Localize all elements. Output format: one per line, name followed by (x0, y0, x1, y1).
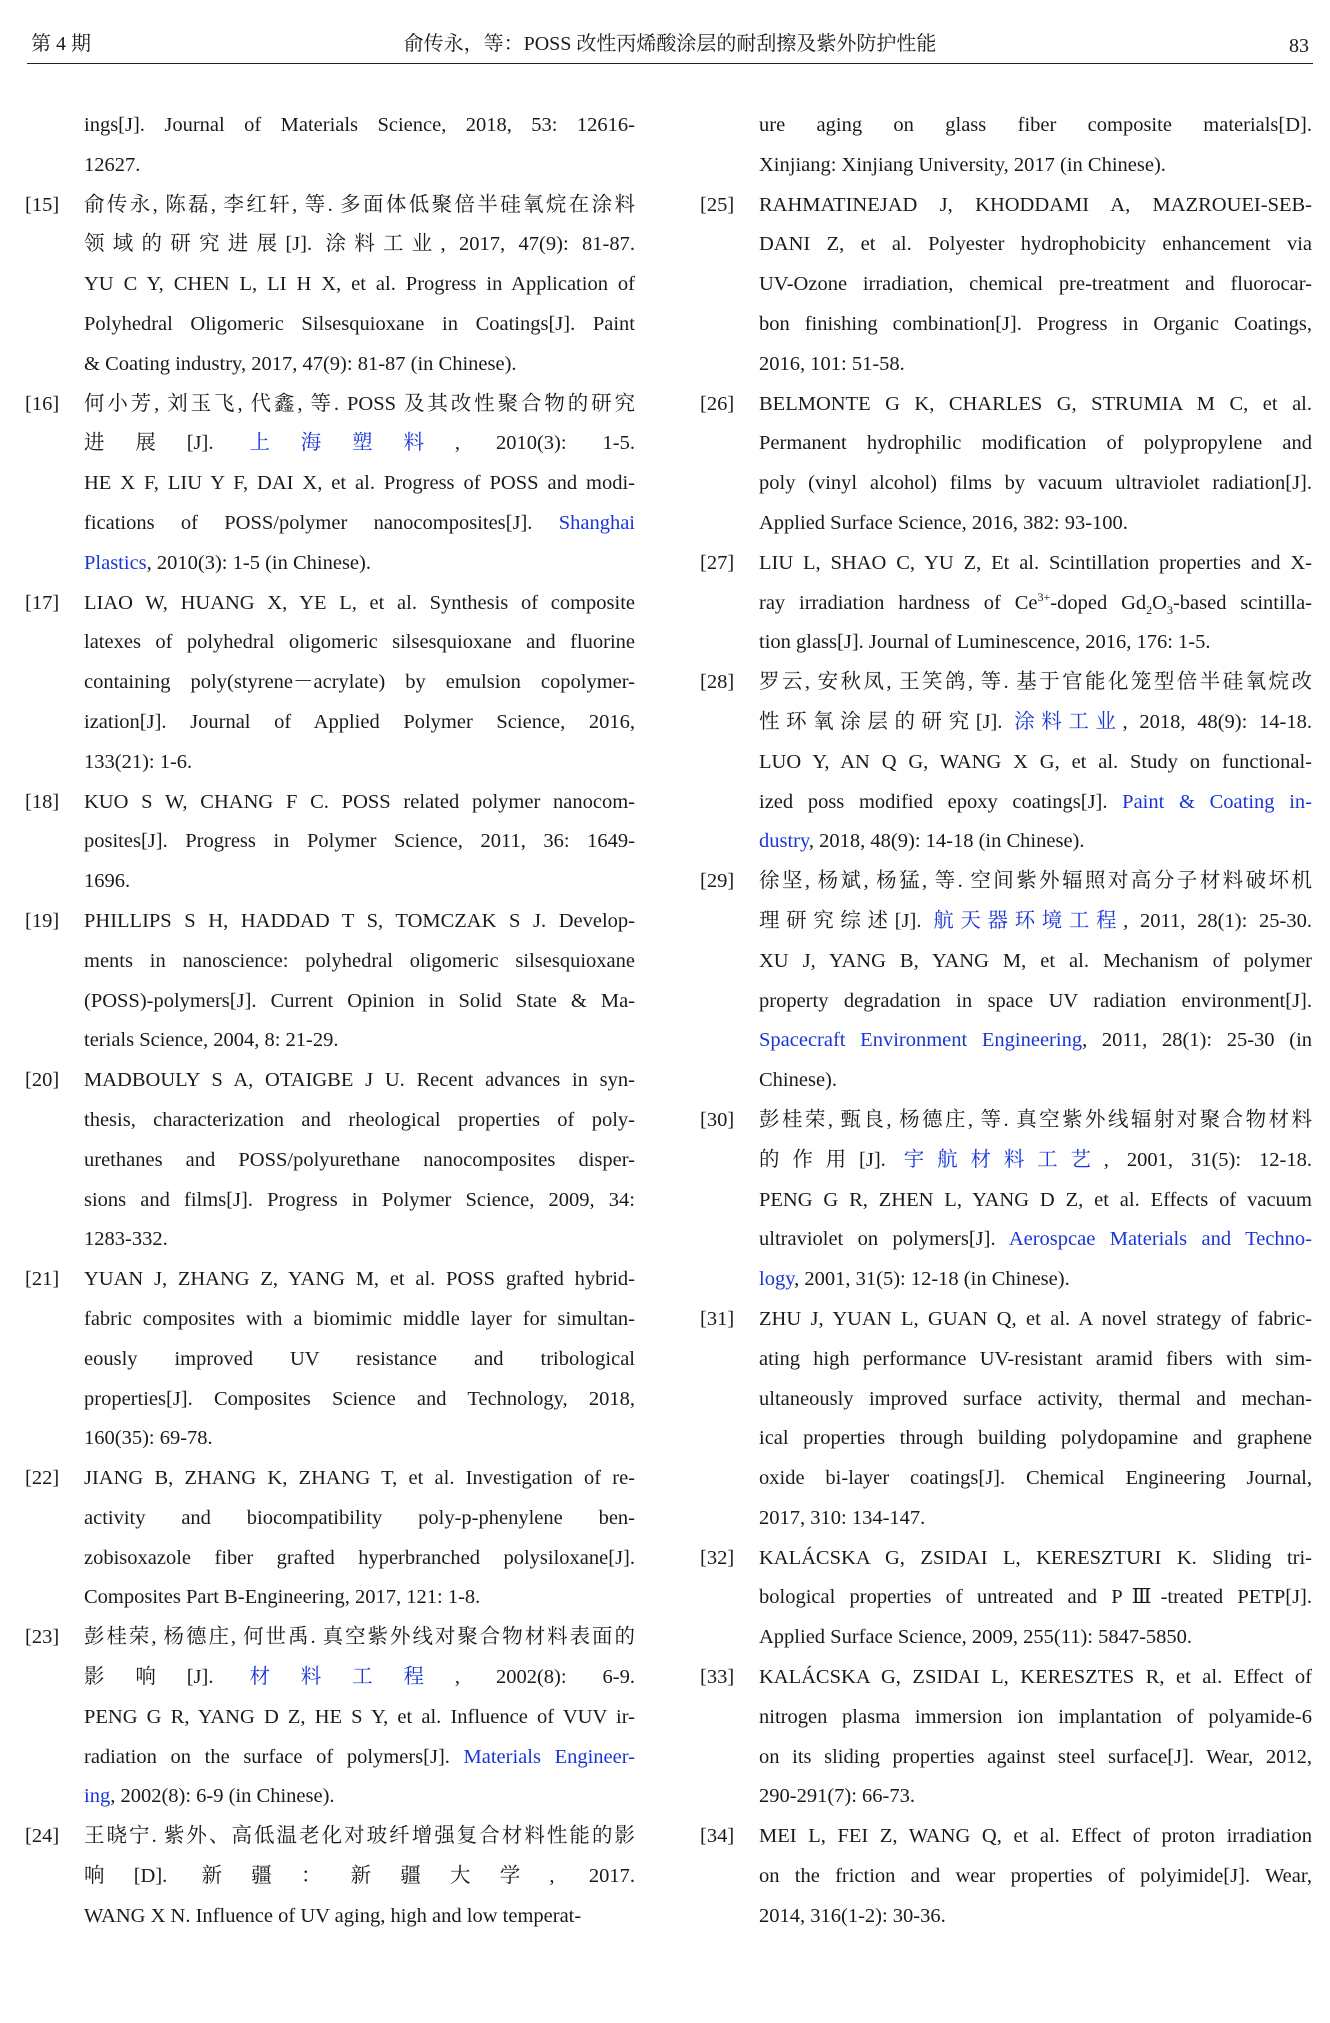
reference-number: [19] (25, 909, 60, 932)
reference-line (84, 663, 635, 703)
reference-text: UV-Ozone irradiation, chemical pre-treatment and fluorocar- (759, 273, 1312, 296)
reference-line (84, 1618, 635, 1658)
reference-text: fabric composites with a biomimic middle layer for simultan- (84, 1307, 635, 1330)
reference-number: [27] (700, 551, 735, 574)
reference-text: sions and films[J]. Progress in Polymer Science, 2009, 34: (84, 1188, 635, 1211)
reference-text: & Coating industry, 2017, 47(9): 81-87 (in Chinese). (84, 352, 517, 375)
citation-link[interactable]: 宇航材料工艺 (903, 1148, 1104, 1171)
reference-text: LUO Y, AN Q G, WANG X G, et al. Study on functional- (759, 750, 1312, 773)
reference-text: 性环氧涂层的研究[J]. (759, 710, 1015, 733)
reference-line (759, 1101, 1312, 1141)
reference-text: ings[J]. Journal of Materials Science, 2018, 53: 12616- (84, 114, 635, 136)
reference-line (759, 1220, 1312, 1260)
reference-text: WANG X N. Influence of UV aging, high and low temperat- (84, 1904, 582, 1927)
reference-text: 1283-332. (84, 1228, 168, 1251)
reference-entry (25, 106, 635, 186)
reference-entry (25, 186, 635, 385)
reference-line (84, 1539, 635, 1579)
reference-text: eously improved UV resistance and tribological (84, 1347, 635, 1370)
reference-line (759, 982, 1312, 1022)
reference-text: on the friction and wear properties of polyimide[J]. Wear, (759, 1865, 1312, 1888)
reference-text: 徐坚, 杨斌, 杨猛, 等. 空间紫外辐照对高分子材料破坏机 (759, 870, 1312, 893)
reference-text: ments in nanoscience: polyhedral oligomeric silsesquioxane (84, 949, 635, 972)
reference-line (759, 822, 1312, 862)
reference-line (759, 1857, 1312, 1897)
reference-text: 俞传永, 陈磊, 李红轩, 等. 多面体低聚倍半硅氧烷在涂料 (84, 193, 635, 216)
reference-line (84, 703, 635, 743)
reference-line (84, 1499, 635, 1539)
reference-line (84, 1777, 635, 1817)
reference-number: [28] (700, 671, 735, 694)
reference-line (84, 1101, 635, 1141)
reference-text: (POSS)-polymers[J]. Current Opinion in Solid State & Ma- (84, 989, 635, 1012)
reference-text: LIAO W, HUANG X, YE L, et al. Synthesis of composite (84, 591, 635, 614)
reference-text: ure aging on glass fiber composite materials[D]. (759, 114, 1312, 136)
subscript-text: 2 (1146, 602, 1153, 617)
reference-text: 1696. (84, 870, 131, 893)
reference-line (759, 623, 1312, 663)
reference-line (84, 862, 635, 902)
reference-text: 领域的研究进展[J]. 涂料工业, 2017, 47(9): 81-87. (84, 233, 635, 256)
reference-line (759, 1061, 1312, 1101)
reference-text: RAHMATINEJAD J, KHODDAMI A, MAZROUEI-SEB- (759, 193, 1312, 216)
reference-text: 2017, 310: 134-147. (759, 1506, 926, 1529)
reference-line (759, 385, 1312, 425)
reference-entry (700, 1817, 1312, 1936)
reference-entry (700, 1300, 1312, 1539)
reference-line (759, 584, 1312, 624)
reference-line (84, 305, 635, 345)
reference-text: 进展[J]. (84, 432, 250, 455)
reference-line (759, 1499, 1312, 1539)
running-title: 俞传永，等：POSS 改性丙烯酸涂层的耐刮擦及紫外防护性能 (403, 33, 937, 55)
reference-text: KUO S W, CHANG F C. POSS related polymer nanocom- (84, 790, 635, 813)
reference-line (759, 1380, 1312, 1420)
reference-text: 何小芳, 刘玉飞, 代鑫, 等. POSS 及其改性聚合物的研究 (84, 392, 635, 415)
reference-number: [17] (25, 591, 60, 614)
reference-text: YUAN J, ZHANG Z, YANG M, et al. POSS grafted hybrid- (84, 1268, 635, 1291)
reference-line (84, 1578, 635, 1618)
citation-link[interactable]: logy (759, 1268, 795, 1291)
reference-text: urethanes and POSS/polyurethane nanocomposites disper- (84, 1148, 635, 1171)
reference-line (84, 1658, 635, 1698)
reference-text: ZHU J, YUAN L, GUAN Q, et al. A novel strategy of fabric- (759, 1307, 1312, 1330)
citation-link[interactable]: 航天器环境工程 (933, 909, 1124, 932)
reference-line (84, 1021, 635, 1061)
reference-line (759, 1021, 1312, 1061)
reference-text: MEI L, FEI Z, WANG Q, et al. Effect of proton irradiation (759, 1825, 1312, 1848)
reference-entry (25, 1459, 635, 1618)
reference-text: tion glass[J]. Journal of Luminescence, 2016, 176: 1-5. (759, 631, 1211, 654)
reference-text: posites[J]. Progress in Polymer Science, 2011, 36: 1649- (84, 830, 635, 853)
reference-line (84, 1698, 635, 1738)
reference-line (759, 265, 1312, 305)
reference-line (84, 1419, 635, 1459)
citation-link[interactable]: Plastics (84, 551, 147, 574)
reference-line (759, 703, 1312, 743)
reference-text: PENG G R, YANG D Z, HE S Y, et al. Influence of VUV ir- (84, 1705, 635, 1728)
reference-line (759, 1897, 1312, 1937)
reference-text: , 2018, 48(9): 14-18 (in Chinese). (808, 830, 1085, 853)
reference-line (84, 783, 635, 823)
reference-entry (25, 385, 635, 584)
reference-text: nitrogen plasma immersion ion implantation of polyamide-6 (759, 1705, 1312, 1728)
reference-text: ultaneously improved surface activity, thermal and mechan- (759, 1387, 1312, 1410)
reference-line (759, 305, 1312, 345)
reference-line (84, 1061, 635, 1101)
reference-line (759, 1300, 1312, 1340)
reference-line (84, 1857, 635, 1897)
reference-line (759, 1340, 1312, 1380)
reference-line (84, 225, 635, 265)
reference-text: 彭桂荣, 杨德庄, 何世禹. 真空紫外线对聚合物材料表面的 (84, 1626, 635, 1649)
reference-line (84, 424, 635, 464)
reference-line (759, 1181, 1312, 1221)
reference-number: [31] (700, 1307, 735, 1330)
reference-line (84, 504, 635, 544)
reference-text: 王晓宁. 紫外、高低温老化对玻纤增强复合材料性能的影 (84, 1825, 635, 1848)
reference-line (84, 544, 635, 584)
reference-text: ized poss modified epoxy coatings[J]. (759, 790, 1123, 813)
reference-text: 影响[J]. (84, 1666, 250, 1689)
citation-link[interactable]: ing (84, 1785, 111, 1808)
reference-text: property degradation in space UV radiation environment[J]. (759, 989, 1312, 1012)
reference-number: [30] (700, 1108, 735, 1131)
citation-link[interactable]: Materials Engineer- (463, 1745, 635, 1768)
reference-text: ray irradiation hardness of Ce (759, 591, 1038, 614)
reference-text: , 2010(3): 1-5. (454, 432, 636, 455)
reference-line (84, 743, 635, 783)
reference-line (759, 106, 1312, 146)
reference-text: latexes of polyhedral oligomeric silsesquioxane and fluorine (84, 631, 635, 654)
reference-text: DANI Z, et al. Polyester hydrophobicity enhancement via (759, 233, 1312, 256)
reference-number: [29] (700, 870, 735, 893)
reference-text: properties[J]. Composites Science and Technology, 2018, (84, 1387, 635, 1410)
reference-number: [26] (700, 392, 735, 415)
reference-text: Applied Surface Science, 2016, 382: 93-100. (759, 511, 1128, 534)
page-number: 83 (1289, 35, 1309, 57)
reference-line (759, 1698, 1312, 1738)
reference-line (84, 1220, 635, 1260)
reference-number: [20] (25, 1069, 60, 1092)
reference-text: KALÁCSKA G, ZSIDAI L, KERESZTES R, et al. Effect of (759, 1666, 1312, 1689)
reference-entry (25, 1260, 635, 1459)
reference-line (84, 265, 635, 305)
reference-text: fications of POSS/polymer nanocomposites[J]. (84, 511, 559, 534)
reference-number: [33] (700, 1666, 735, 1689)
reference-line (84, 1817, 635, 1857)
reference-text: LIU L, SHAO C, YU Z, Et al. Scintillation properties and X- (759, 551, 1312, 574)
reference-text: , 2001, 31(5): 12-18. (1103, 1148, 1312, 1171)
reference-line (84, 1459, 635, 1499)
reference-number: [24] (25, 1825, 60, 1848)
superscript-text: 3+ (1037, 589, 1051, 604)
reference-line (759, 464, 1312, 504)
citation-link[interactable]: Paint & Coating in- (1122, 790, 1312, 813)
reference-entry (700, 544, 1312, 663)
reference-text: , 2001, 31(5): 12-18 (in Chinese). (794, 1268, 1070, 1291)
reference-text: on its sliding properties against steel surface[J]. Wear, 2012, (759, 1745, 1312, 1768)
reference-number: [34] (700, 1825, 735, 1848)
reference-text: Xinjiang: Xinjiang University, 2017 (in Chinese). (759, 153, 1166, 176)
reference-text: O (1152, 591, 1167, 614)
reference-text: radiation on the surface of polymers[J]. (84, 1745, 464, 1768)
reference-text: , 2002(8): 6-9. (454, 1666, 636, 1689)
reference-line (759, 1260, 1312, 1300)
reference-text: activity and biocompatibility poly-p-phenylene ben- (84, 1506, 635, 1529)
reference-line (84, 1340, 635, 1380)
reference-text: 2016, 101: 51-58. (759, 352, 905, 375)
reference-line (84, 1141, 635, 1181)
reference-entry (700, 1658, 1312, 1817)
reference-entry (700, 385, 1312, 544)
reference-line (759, 1777, 1312, 1817)
reference-line (84, 902, 635, 942)
reference-text: HE X F, LIU Y F, DAI X, et al. Progress of POSS and modi- (84, 472, 635, 495)
reference-line (759, 186, 1312, 226)
reference-text: -doped Gd (1050, 591, 1147, 614)
reference-text: 12627. (84, 153, 141, 176)
reference-text: ical properties through building polydopamine and graphene (759, 1427, 1312, 1450)
reference-number: [21] (25, 1268, 60, 1291)
reference-line (759, 544, 1312, 584)
header-rule (27, 63, 1313, 64)
citation-link[interactable]: Shanghai (558, 511, 635, 534)
reference-entry (700, 106, 1312, 186)
reference-text: -based scintilla- (1172, 591, 1313, 614)
reference-text: 的作用[J]. (759, 1148, 904, 1171)
reference-text: Polyhedral Oligomeric Silsesquioxane in Coatings[J]. Paint (84, 312, 635, 335)
citation-link[interactable]: dustry (759, 830, 809, 853)
reference-text: thesis, characterization and rheological properties of poly- (84, 1108, 635, 1131)
reference-text: , 2011, 28(1): 25-30. (1123, 909, 1312, 932)
reference-entry (25, 783, 635, 902)
reference-line (759, 1658, 1312, 1698)
reference-text: Applied Surface Science, 2009, 255(11): 5847-5850. (759, 1626, 1193, 1649)
reference-text: , 2002(8): 6-9 (in Chinese). (110, 1785, 335, 1808)
reference-line (759, 663, 1312, 703)
reference-text: ization[J]. Journal of Applied Polymer Science, 2016, (84, 710, 635, 733)
reference-line (759, 1539, 1312, 1579)
reference-text: zobisoxazole fiber grafted hyperbranched polysiloxane[J]. (84, 1546, 635, 1569)
reference-line (84, 1738, 635, 1778)
reference-text: 彭桂荣, 甄良, 杨德庄, 等. 真空紫外线辐射对聚合物材料 (759, 1108, 1312, 1131)
reference-line (84, 146, 635, 186)
reference-line (84, 584, 635, 624)
reference-line (759, 1141, 1312, 1181)
reference-text: bon finishing combination[J]. Progress in Organic Coatings, (759, 312, 1312, 335)
citation-link[interactable]: 上海塑料 (249, 432, 455, 455)
reference-line (759, 783, 1312, 823)
reference-text: bological properties of untreated and PⅢ-treated PETP[J]. (759, 1586, 1312, 1609)
reference-text: XU J, YANG B, YANG M, et al. Mechanism of polymer (759, 949, 1312, 972)
reference-text: BELMONTE G K, CHARLES G, STRUMIA M C, et al. (759, 392, 1312, 415)
references-right-column (700, 106, 1312, 1937)
reference-line (759, 424, 1312, 464)
reference-line (759, 1459, 1312, 1499)
reference-line (759, 1817, 1312, 1857)
reference-entry (25, 584, 635, 783)
reference-text: JIANG B, ZHANG K, ZHANG T, et al. Investigation of re- (84, 1467, 635, 1490)
reference-text: ultraviolet on polymers[J]. (759, 1228, 1009, 1251)
references-left-column (25, 106, 635, 1937)
reference-text: , 2018, 48(9): 14-18. (1122, 710, 1312, 733)
reference-line (759, 146, 1312, 186)
citation-link[interactable]: 材料工程 (249, 1666, 455, 1689)
reference-number: [22] (25, 1467, 60, 1490)
reference-text: 罗云, 安秋凤, 王笑鸽, 等. 基于官能化笼型倍半硅氧烷改 (759, 671, 1312, 694)
reference-number: [16] (25, 392, 60, 415)
reference-entry (700, 1101, 1312, 1300)
reference-text: MADBOULY S A, OTAIGBE J U. Recent advances in syn- (84, 1069, 635, 1092)
reference-line (759, 1738, 1312, 1778)
reference-line (759, 504, 1312, 544)
reference-entry (25, 1817, 635, 1936)
reference-text: 160(35): 69-78. (84, 1427, 213, 1450)
reference-line (84, 186, 635, 226)
reference-line (84, 385, 635, 425)
reference-text: 理研究综述[J]. (759, 909, 934, 932)
citation-link[interactable]: Spacecraft Environment Engineering (759, 1029, 1083, 1052)
reference-entry (700, 862, 1312, 1101)
reference-line (759, 862, 1312, 902)
reference-text: , 2011, 28(1): 25-30 (in (1082, 1029, 1313, 1052)
citation-link[interactable]: 涂料工业 (1014, 710, 1123, 733)
reference-text: 响[D]. 新疆：新疆大学, 2017. (84, 1865, 635, 1888)
issue-label: 第 4 期 (31, 33, 91, 55)
reference-line (759, 1618, 1312, 1658)
citation-link[interactable]: Aerospcae Materials and Techno- (1008, 1228, 1312, 1251)
reference-text: , 2010(3): 1-5 (in Chinese). (146, 551, 371, 574)
running-header (27, 30, 1313, 64)
reference-number: [25] (700, 193, 735, 216)
reference-text: 290-291(7): 66-73. (759, 1785, 916, 1808)
reference-entry (700, 186, 1312, 385)
reference-text: Chinese). (759, 1069, 837, 1092)
reference-text: PHILLIPS S H, HADDAD T S, TOMCZAK S J. Develop- (84, 909, 635, 932)
reference-line (759, 345, 1312, 385)
reference-number: [18] (25, 790, 60, 813)
reference-text: YU C Y, CHEN L, LI H X, et al. Progress in Application of (84, 273, 635, 296)
reference-line (759, 1419, 1312, 1459)
reference-entry (25, 1061, 635, 1260)
reference-text: terials Science, 2004, 8: 21-29. (84, 1029, 339, 1052)
reference-number: [15] (25, 193, 60, 216)
reference-line (759, 942, 1312, 982)
reference-line (84, 106, 635, 146)
reference-text: poly (vinyl alcohol) films by vacuum ultraviolet radiation[J]. (759, 472, 1312, 495)
reference-text: containing poly(styrene－acrylate) by emulsion copolymer- (84, 671, 635, 694)
reference-line (84, 1300, 635, 1340)
reference-number: [32] (700, 1546, 735, 1569)
reference-line (84, 1897, 635, 1937)
reference-line (84, 1260, 635, 1300)
reference-line (759, 225, 1312, 265)
reference-line (759, 743, 1312, 783)
reference-line (759, 1578, 1312, 1618)
reference-line (84, 1380, 635, 1420)
reference-text: oxide bi-layer coatings[J]. Chemical Engineering Journal, (759, 1467, 1312, 1490)
reference-entry (700, 663, 1312, 862)
reference-text: 2014, 316(1-2): 30-36. (759, 1904, 946, 1927)
reference-text: ating high performance UV-resistant aramid fibers with sim- (759, 1347, 1312, 1370)
subscript-text: 3 (1166, 602, 1173, 617)
reference-line (84, 942, 635, 982)
reference-line (84, 1181, 635, 1221)
reference-text: PENG G R, ZHEN L, YANG D Z, et al. Effects of vacuum (759, 1188, 1312, 1211)
reference-number: [23] (25, 1626, 60, 1649)
reference-line (759, 902, 1312, 942)
reference-text: 133(21): 1-6. (84, 750, 193, 773)
reference-entry (25, 1618, 635, 1817)
reference-entry (700, 1539, 1312, 1658)
reference-line (84, 345, 635, 385)
reference-text: KALÁCSKA G, ZSIDAI L, KERESZTURI K. Sliding tri- (759, 1546, 1312, 1569)
reference-line (84, 822, 635, 862)
reference-line (84, 623, 635, 663)
reference-line (84, 464, 635, 504)
reference-entry (25, 902, 635, 1061)
reference-text: Permanent hydrophilic modification of polypropylene and (759, 432, 1312, 455)
reference-line (84, 982, 635, 1022)
reference-text: Composites Part B-Engineering, 2017, 121: 1-8. (84, 1586, 481, 1609)
